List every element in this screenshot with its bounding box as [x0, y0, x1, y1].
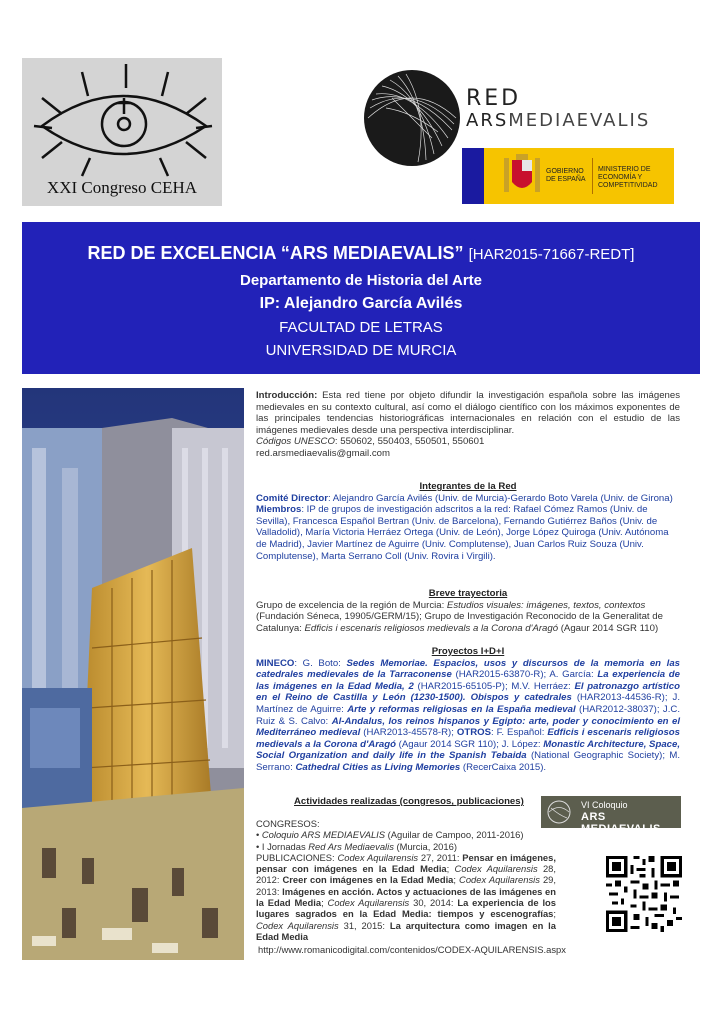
trajectory-part: Grupo de excelencia de la región de Murcia:	[256, 599, 447, 611]
unesco-label: Códigos UNESCO	[256, 436, 335, 448]
project-part: (HAR2012-38037); J.C. Ruiz & S. Calvo:	[256, 703, 680, 727]
project-part: La experiencia de las imágenes en la Edad Media, 2	[256, 669, 680, 692]
contact-email[interactable]: red.arsmediaevalis@gmail.com	[256, 447, 390, 459]
project-part: Arte y reformas religiosas en la España medieval	[347, 703, 576, 715]
projects-section	[256, 646, 680, 774]
project-code: [HAR2015-71667-REDT]	[468, 246, 635, 263]
steering-committee	[256, 493, 680, 505]
pub-part: Codex Aquilarensis	[337, 851, 419, 863]
intro-label: Introducción:	[256, 390, 318, 401]
faculty: FACULTAD DE LETRAS	[279, 319, 443, 336]
ars-word-part: ARS	[466, 110, 509, 131]
trajectory-heading: Breve trayectoria	[428, 588, 508, 599]
pub-part: Codex Aquilarensis	[459, 874, 540, 886]
pub-part: 29, 2013:	[256, 874, 556, 897]
pub-part: 27, 2011:	[418, 851, 463, 863]
coloquio-badge	[541, 796, 681, 835]
congress-part: • I Jornadas	[256, 840, 309, 852]
congress-part: (Murcia, 2016)	[393, 840, 457, 852]
congress-item	[256, 841, 556, 852]
medieval-cathedral-painting	[22, 388, 244, 960]
ars-mediaevalis-sphere-logo-icon	[362, 68, 462, 168]
congress-part: (Aguilar de Campoo, 2011-2016)	[385, 829, 524, 841]
ceha-title: XXI Congreso CEHA	[46, 178, 198, 197]
project-part: : G. Boto:	[294, 657, 347, 669]
project-part: MINECO	[256, 657, 295, 669]
pub-part: Codex Aquilarensis	[327, 897, 410, 909]
project-part: : F. Español:	[491, 727, 548, 739]
project-part: (RecerCaixa 2015).	[460, 761, 547, 773]
university: UNIVERSIDAD DE MURCIA	[265, 342, 457, 359]
mediaevalis-word-part: MEDIAEVALIS	[508, 110, 651, 131]
pub-part: 30, 2014:	[409, 897, 458, 909]
congress-item	[256, 829, 556, 840]
congress-part: Red Ars Mediaevalis	[308, 840, 394, 852]
qr-code-icon[interactable]	[606, 856, 682, 932]
pub-part: ;	[553, 908, 556, 920]
members-label: Miembros	[256, 504, 302, 516]
project-part: Al-Andalus, los reinos hispanos y Egipto: arte, poder y conocimiento en el Mediterráneo medieval	[256, 715, 680, 739]
project-part: Sedes Memoriae. Espacios, usos y discursos de la memoria en las catedrales medievales de la Tarraconense	[256, 657, 680, 681]
project-part: El patronazgo artístico en el Reino de Castilla y León (1230-1500). Obispos y catedrales	[256, 680, 680, 704]
project-part: (Agaur 2014 SGR 110); J. López:	[395, 738, 544, 750]
trajectory-part: (Agaur 2014 SGR 110)	[558, 622, 659, 634]
gobierno-logo	[462, 148, 674, 204]
title-banner	[22, 222, 700, 374]
codex-url-link[interactable]: http://www.romanicodigital.com/contenidos/CODEX-AQUILARENSIS.aspx	[258, 944, 566, 955]
members-section	[256, 481, 680, 562]
pub-part: La experiencia de los lugares sagrados en la Edad Media: tiempos y escenografías	[256, 897, 556, 920]
banner-title-line	[22, 243, 700, 264]
project-part: (HAR2013-44536-R); J. Martínez de Aguirre:	[256, 692, 680, 715]
ars-mediaevalis-word	[466, 110, 650, 131]
trajectory-part: Edficis i escenaris religiosos medievals a la Corona d'Aragó	[304, 622, 559, 634]
publications-text	[256, 852, 556, 942]
committee-label: Comité Director	[256, 492, 328, 504]
trajectory-part: (Fundación Séneca, 19905/GERM/15); Grupo de Investigación Reconocido de la Generalitat de Catalunya:	[256, 611, 663, 634]
pub-part: ;	[453, 874, 460, 886]
spain-coat-of-arms-icon	[502, 154, 542, 198]
pub-part: ;	[446, 863, 455, 875]
project-part: Monastic Architecture, Space, Social Organization and daily life in the Spanish Tebaida	[256, 738, 680, 762]
committee-text: : Alejandro García Avilés (Univ. de Murcia)-Gerardo Boto Varela (Univ. de Girona)	[327, 492, 673, 504]
banner-title: RED DE EXCELENCIA “ARS MEDIAEVALIS”	[87, 243, 464, 263]
pub-part: 28, 2012:	[256, 863, 556, 886]
coloquio-line-2: ARS MEDIAEVALIS	[581, 811, 661, 835]
project-part: (HAR2015-63870-R); A. García:	[451, 669, 598, 681]
publications-label: PUBLICACIONES:	[256, 851, 338, 863]
unesco-codes: : 550602, 550403, 550501, 550601	[334, 436, 485, 448]
activities-section	[256, 818, 556, 942]
congress-part: Coloquio ARS MEDIAEVALIS	[261, 829, 386, 841]
pub-part: Pensar en imágenes, pensar con imágenes en la Edad Media	[256, 851, 556, 875]
members-heading: Integrantes de la Red	[419, 481, 517, 492]
project-part: (National Geographic Society); M. Serrano:	[256, 750, 681, 773]
trajectory-part: Estudios visuales: imágenes, textos, contextos	[446, 599, 646, 611]
logo-divider	[592, 158, 593, 194]
project-part: Cathedral Cities as Living Memories	[295, 761, 461, 773]
project-part: OTROS	[456, 727, 491, 739]
pub-part: Codex Aquilarensis	[256, 919, 339, 931]
intro-text: Esta red tiene por objeto difundir la investigación española sobre las imágenes medievales en su contexto cultural, así como el diálogo científico con los máximos exponentes de las principales tendencias historiográficas internacionales en relación con el estudio de las imágenes medievales desde una perspectiva interdisciplinar.	[256, 390, 681, 436]
trajectory-text	[256, 600, 680, 635]
congresses-label: CONGRESOS:	[256, 818, 320, 829]
eu-flag	[462, 148, 484, 204]
department: Departamento de Historia del Arte	[240, 272, 482, 289]
pub-part: La arquitectura como imagen en la Edad Media	[256, 919, 557, 942]
projects-heading: Proyectos I+D+I	[431, 646, 505, 657]
coloquio-line-1: VI Coloquio	[581, 800, 628, 810]
pub-part: 31, 2015:	[338, 919, 390, 931]
ceha-logo	[22, 58, 222, 206]
activities-heading: Actividades realizadas (congresos, publicaciones)	[294, 796, 524, 807]
red-word: RED	[466, 86, 522, 111]
pub-part: Imágenes en acción. Actos y actuaciones de las imágenes en la Edad Media	[256, 885, 556, 909]
project-part: (HAR2015-65105-P); M.V. Herráez:	[413, 680, 575, 692]
project-part: Edficis i escenaris religiosos medievals a la Corona d'Aragó	[256, 727, 680, 750]
pub-part: ;	[321, 897, 328, 909]
members-text: : IP de grupos de investigación adscritos a la red: Rafael Cómez Ramos (Univ. de Sevilla), Francesca Español Bertran (Univ. de Barcelona), Fernando Gutiérrez Baños (Univ. de Valladolid), María Victoria Herráez Ortega (Univ. de León), Jorge López Quiroga (Univ. Autónoma de Madrid), Javier Martínez de Aguirre (Univ. Complutense), Juan Carlos Ruiz Souza (Univ. Complutense), Marta Serrano Coll (Univ. Rovira i Virgili).	[256, 504, 669, 562]
projects-text	[256, 658, 680, 774]
principal-investigator: IP: Alejandro García Avilés	[259, 295, 463, 312]
project-part: (HAR2013-45578-R);	[360, 727, 457, 739]
introduction	[256, 390, 680, 460]
congress-part: •	[256, 829, 262, 841]
pub-part: Creer con imágenes en la Edad Media	[282, 874, 454, 886]
members-list	[256, 504, 680, 562]
pub-part: Codex Aquilarensis	[454, 863, 538, 875]
gobierno-text: GOBIERNO DE ESPAÑA	[546, 168, 586, 183]
ministerio-text: MINISTERIO DE ECONOMÍA Y COMPETITIVIDAD	[598, 166, 658, 189]
trajectory-section	[256, 588, 680, 634]
